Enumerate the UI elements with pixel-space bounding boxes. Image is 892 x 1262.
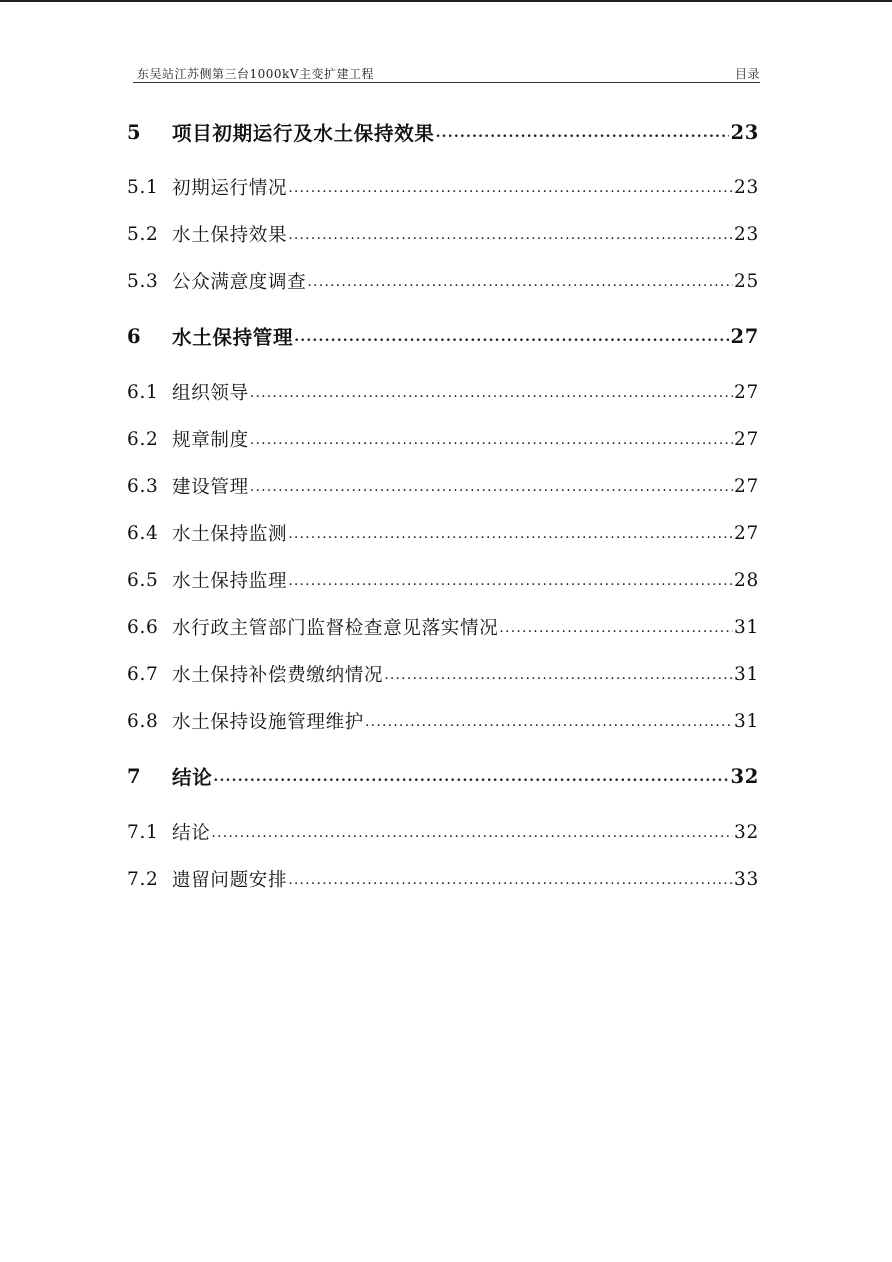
toc-entry-section[interactable] [127, 660, 759, 688]
toc-dot-leader [250, 433, 733, 453]
toc-entry-section[interactable] [127, 220, 759, 248]
toc-entry-number: 6.8 [127, 710, 159, 732]
toc-entry-section[interactable] [127, 472, 759, 500]
toc-dot-leader [307, 275, 733, 295]
toc-dot-leader [250, 480, 733, 500]
toc-dot-leader [499, 621, 733, 641]
toc-entry-title: 初期运行情况 [172, 178, 288, 199]
toc-dot-leader [436, 126, 730, 146]
page-top-border [0, 0, 892, 2]
toc-entry-page: 28 [734, 569, 759, 591]
header-section-name: 目录 [734, 67, 760, 81]
toc-dot-leader [250, 386, 733, 406]
toc-entry-page: 32 [734, 821, 759, 843]
toc-dot-leader [294, 330, 729, 350]
toc-entry-title: 水土保持监理 [172, 571, 288, 592]
toc-entry-number: 7.1 [127, 821, 159, 843]
toc-entry-title: 结论 [172, 823, 211, 844]
toc-entry-title: 结论 [172, 766, 213, 789]
header-document-title: 东吴站江苏侧第三台1000kV主变扩建工程 [137, 67, 374, 81]
toc-dot-leader [213, 770, 729, 790]
toc-entry-section[interactable] [127, 519, 759, 547]
toc-entry-title: 建设管理 [172, 477, 249, 498]
toc-entry-title: 规章制度 [172, 430, 249, 451]
toc-entry-title: 项目初期运行及水土保持效果 [172, 122, 435, 145]
toc-entry-section[interactable] [127, 566, 759, 594]
toc-entry-number: 7 [127, 764, 142, 788]
toc-entry-page: 27 [730, 324, 759, 348]
toc-entry-page: 27 [734, 522, 759, 544]
toc-entry-number: 6.1 [127, 381, 159, 403]
toc-entry-title: 水土保持补偿费缴纳情况 [172, 665, 384, 686]
toc-entry-number: 7.2 [127, 868, 159, 890]
toc-entry-section[interactable] [127, 267, 759, 295]
toc-entry-number: 5 [127, 120, 142, 144]
running-header [133, 64, 760, 82]
toc-entry-section[interactable] [127, 613, 759, 641]
toc-entry-chapter[interactable] [127, 322, 759, 350]
toc-entry-number: 6.4 [127, 522, 159, 544]
toc-dot-leader [288, 574, 733, 594]
toc-dot-leader [288, 873, 733, 893]
toc-entry-section[interactable] [127, 818, 759, 846]
toc-entry-section[interactable] [127, 865, 759, 893]
toc-entry-title: 水土保持设施管理维护 [172, 712, 365, 733]
toc-entry-title: 水土保持管理 [172, 326, 294, 349]
toc-dot-leader [288, 181, 733, 201]
toc-entry-chapter[interactable] [127, 118, 759, 146]
toc-entry-section[interactable] [127, 707, 759, 735]
header-rule [133, 82, 760, 83]
toc-entry-page: 31 [734, 663, 759, 685]
toc-entry-page: 23 [734, 176, 759, 198]
toc-entry-page: 31 [734, 616, 759, 638]
toc-entry-number: 6.3 [127, 475, 159, 497]
toc-entry-number: 6.2 [127, 428, 159, 450]
toc-entry-number: 6.5 [127, 569, 159, 591]
toc-entry-page: 23 [734, 223, 759, 245]
toc-entry-page: 31 [734, 710, 759, 732]
toc-dot-leader [288, 228, 733, 248]
toc-entry-page: 27 [734, 475, 759, 497]
toc-entry-number: 6 [127, 324, 142, 348]
toc-entry-title: 水土保持效果 [172, 225, 288, 246]
toc-dot-leader [288, 527, 733, 547]
toc-entry-title: 水行政主管部门监督检查意见落实情况 [172, 618, 499, 639]
toc-entry-chapter[interactable] [127, 762, 759, 790]
toc-entry-section[interactable] [127, 173, 759, 201]
toc-entry-page: 25 [734, 270, 759, 292]
toc-entry-number: 6.6 [127, 616, 159, 638]
toc-entry-page: 27 [734, 381, 759, 403]
toc-entry-number: 5.3 [127, 270, 159, 292]
toc-dot-leader [384, 668, 733, 688]
toc-entry-section[interactable] [127, 425, 759, 453]
toc-entry-title: 组织领导 [172, 383, 249, 404]
toc-dot-leader [365, 715, 733, 735]
toc-entry-section[interactable] [127, 378, 759, 406]
toc-entry-page: 33 [734, 868, 759, 890]
toc-entry-number: 6.7 [127, 663, 159, 685]
toc-entry-page: 23 [730, 120, 759, 144]
toc-entry-number: 5.2 [127, 223, 159, 245]
toc-dot-leader [211, 826, 733, 846]
toc-entry-title: 遗留问题安排 [172, 870, 288, 891]
toc-entry-title: 公众满意度调查 [172, 272, 307, 293]
toc-entry-number: 5.1 [127, 176, 159, 198]
toc-entry-page: 27 [734, 428, 759, 450]
toc-entry-page: 32 [730, 764, 759, 788]
toc-entry-title: 水土保持监测 [172, 524, 288, 545]
